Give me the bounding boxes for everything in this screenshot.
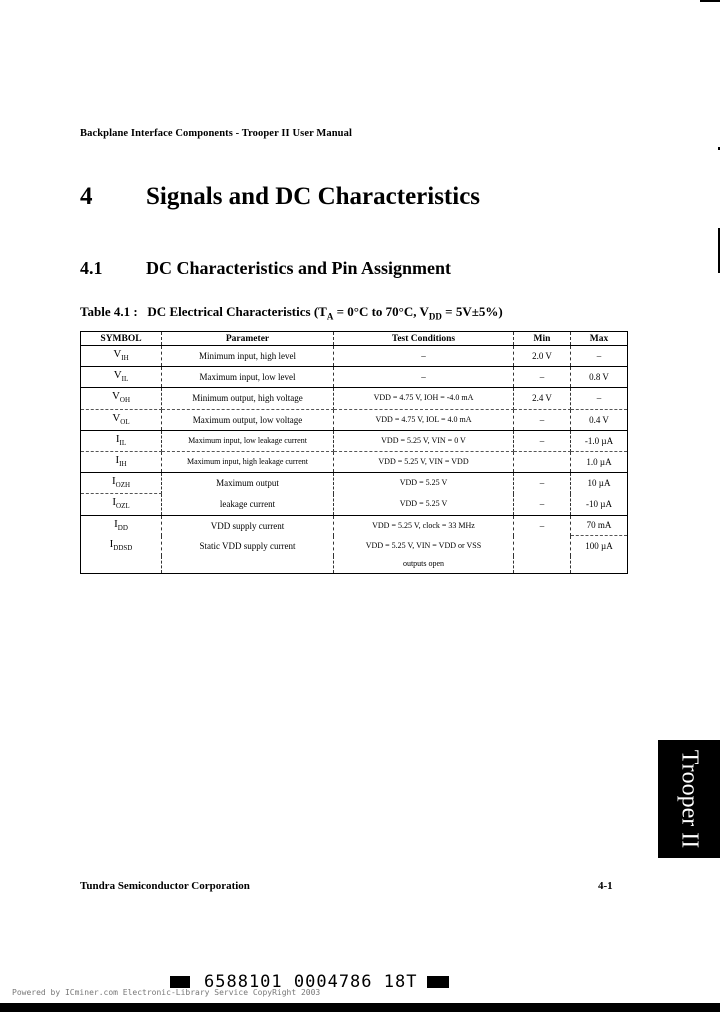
- table-row: [81, 346, 628, 367]
- min-cell: –: [514, 367, 571, 388]
- conditions-cell: –: [334, 367, 514, 388]
- max-cell: [571, 556, 628, 574]
- dc-characteristics-table: [80, 331, 628, 574]
- barcode-block: [170, 976, 190, 988]
- chapter-title: Signals and DC Characteristics: [146, 183, 481, 210]
- table-row: [81, 494, 628, 515]
- max-cell: -10 µA: [571, 494, 628, 515]
- table-row: [81, 430, 628, 451]
- max-cell: 0.8 V: [571, 367, 628, 388]
- scan-bottom-bar: [0, 1003, 720, 1012]
- powered-by-watermark: Powered by ICminer.com Electronic-Library Service CopyRight 2003: [12, 988, 321, 997]
- table-row: [81, 536, 628, 556]
- min-cell: 2.4 V: [514, 388, 571, 409]
- symbol-cell: $V_{IL}$: [81, 367, 162, 388]
- caption-sub: A: [326, 311, 334, 322]
- max-cell: 1.0 µA: [571, 451, 628, 472]
- max-cell: 0.4 V: [571, 409, 628, 430]
- parameter-cell: Maximum output: [162, 473, 334, 494]
- parameter-cell: leakage current: [162, 494, 334, 515]
- scan-edge-mark: [700, 0, 720, 2]
- column-header: Test Conditions: [334, 332, 514, 346]
- footer-page-number: 4-1: [598, 880, 613, 892]
- min-cell: [514, 451, 571, 472]
- conditions-cell: VDD = 5.25 V, VIN = 0 V: [334, 430, 514, 451]
- min-cell: [514, 556, 571, 574]
- max-cell: –: [571, 388, 628, 409]
- symbol-cell: $V_{OL}$: [81, 409, 162, 430]
- parameter-cell: Maximum input, high leakage current: [162, 451, 334, 472]
- section-title: DC Characteristics and Pin Assignment: [146, 258, 451, 278]
- min-cell: –: [514, 430, 571, 451]
- conditions-cell: VDD = 5.25 V, VIN = VDD: [334, 451, 514, 472]
- max-cell: -1.0 µA: [571, 430, 628, 451]
- symbol-cell: $I_{DDSD}$: [81, 536, 162, 556]
- min-cell: –: [514, 409, 571, 430]
- table-row: [81, 388, 628, 409]
- column-header: Min: [514, 332, 571, 346]
- caption-text: DC Electrical Characteristics (T: [147, 304, 327, 319]
- max-cell: 100 µA: [571, 536, 628, 556]
- symbol-cell: $V_{OH}$: [81, 388, 162, 409]
- conditions-cell: VDD = 5.25 V, clock = 33 MHz: [334, 515, 514, 536]
- symbol-cell: $I_{OZL}$: [81, 494, 162, 515]
- min-cell: –: [514, 473, 571, 494]
- running-header: Backplane Interface Components - Trooper II User Manual: [80, 128, 352, 139]
- parameter-cell: VDD supply current: [162, 515, 334, 536]
- table-row: [81, 473, 628, 494]
- max-cell: –: [571, 346, 628, 367]
- table-header-row: [81, 332, 628, 346]
- barcode-text: 6588101 0004786 18T: [204, 972, 418, 992]
- table-row: [81, 556, 628, 574]
- symbol-cell: $V_{IH}$: [81, 346, 162, 367]
- caption-text: = 5V±5%): [441, 304, 503, 319]
- table-row: [81, 409, 628, 430]
- table-row: [81, 451, 628, 472]
- conditions-cell: VDD = 4.75 V, IOL = 4.0 mA: [334, 409, 514, 430]
- barcode-block: [427, 976, 449, 988]
- min-cell: 2.0 V: [514, 346, 571, 367]
- symbol-cell: [81, 556, 162, 574]
- table-row: [81, 515, 628, 536]
- min-cell: [514, 536, 571, 556]
- parameter-cell: Minimum output, high voltage: [162, 388, 334, 409]
- chapter-heading: [80, 183, 480, 211]
- max-cell: 70 mA: [571, 515, 628, 536]
- parameter-cell: Maximum input, low leakage current: [162, 430, 334, 451]
- conditions-cell: VDD = 4.75 V, IOH = -4.0 mA: [334, 388, 514, 409]
- parameter-cell: [162, 556, 334, 574]
- conditions-cell: –: [334, 346, 514, 367]
- footer-company: Tundra Semiconductor Corporation: [80, 880, 250, 892]
- conditions-cell: VDD = 5.25 V: [334, 473, 514, 494]
- section-number: 4.1: [80, 258, 103, 278]
- symbol-cell: $I_{DD}$: [81, 515, 162, 536]
- min-cell: –: [514, 494, 571, 515]
- table-caption: [80, 304, 503, 322]
- caption-text: = 0°C to 70°C, V: [333, 304, 429, 319]
- caption-prefix: Table 4.1 :: [80, 304, 138, 319]
- parameter-cell: Minimum input, high level: [162, 346, 334, 367]
- caption-sub: DD: [428, 311, 442, 322]
- column-header: Parameter: [162, 332, 334, 346]
- parameter-cell: Maximum output, low voltage: [162, 409, 334, 430]
- symbol-cell: $I_{IL}$: [81, 430, 162, 451]
- section-heading: [80, 258, 451, 279]
- symbol-cell: $I_{IH}$: [81, 451, 162, 472]
- column-header: Max: [571, 332, 628, 346]
- conditions-cell: VDD = 5.25 V, VIN = VDD or VSS: [334, 536, 514, 556]
- parameter-cell: Maximum input, low level: [162, 367, 334, 388]
- side-tab-label: Trooper II: [676, 749, 703, 849]
- min-cell: –: [514, 515, 571, 536]
- chapter-side-tab: [658, 740, 720, 858]
- conditions-cell: VDD = 5.25 V: [334, 494, 514, 515]
- conditions-cell: outputs open: [334, 556, 514, 574]
- parameter-cell: Static VDD supply current: [162, 536, 334, 556]
- symbol-cell: $I_{OZH}$: [81, 473, 162, 494]
- max-cell: 10 µA: [571, 473, 628, 494]
- chapter-number: 4: [80, 183, 93, 210]
- column-header: SYMBOL: [81, 332, 162, 346]
- table-row: [81, 367, 628, 388]
